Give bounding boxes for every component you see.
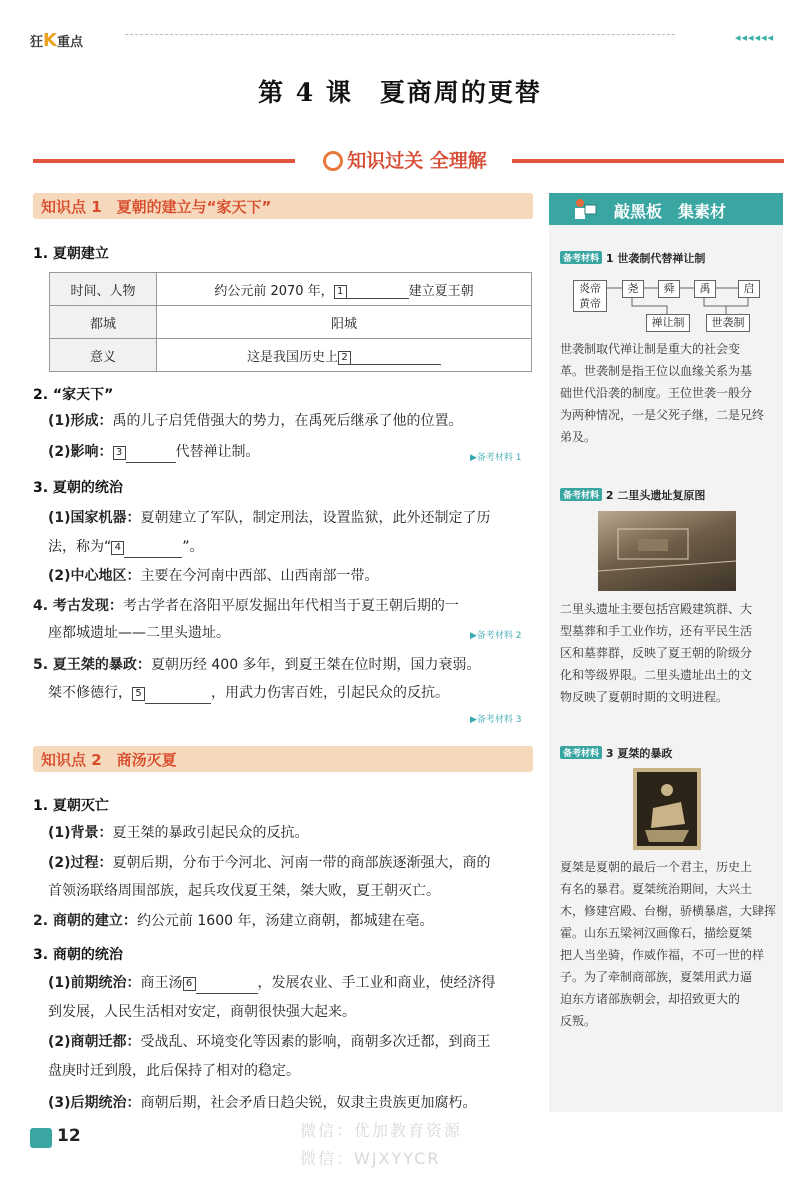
blank-number: 2 xyxy=(338,351,351,365)
knowledge-point-2-header: 知识点 2 商汤灭夏 xyxy=(33,746,533,772)
page-number: 12 xyxy=(57,1126,81,1146)
material-2-title: 备考材料 2 二里头遗址复原图 xyxy=(560,487,705,503)
book-icon xyxy=(30,1128,52,1148)
xia-founding-table xyxy=(49,272,532,372)
heading-xia-rule: 3. 夏朝的统治 xyxy=(33,480,123,496)
material-3-title: 备考材料 3 夏桀的暴政 xyxy=(560,745,672,761)
banner-rule-left xyxy=(33,159,295,163)
heading-jiatianxia: 2. “家天下” xyxy=(33,387,114,403)
table-row: 都城 阳城 xyxy=(50,306,532,339)
section-banner: 知识过关 全理解 xyxy=(300,146,510,173)
fill-blank[interactable] xyxy=(124,557,182,558)
erlitou-site-image xyxy=(598,511,736,591)
table-row: 意义 这是我国历史上 2 xyxy=(50,339,532,372)
header-arrows: ◂◂◂◂◂◂ xyxy=(735,31,775,44)
sidebar-header: 敲黑板 集素材 xyxy=(549,193,783,225)
table-row: 时间、人物 约公元前 2070 年， 1 建立夏王朝 xyxy=(50,273,532,306)
material-1-title: 备考材料 1 世袭制代替禅让制 xyxy=(560,250,705,266)
heading-xia-founding: 1. 夏朝建立 xyxy=(33,246,109,262)
teacher-icon xyxy=(571,197,597,221)
swirl-icon xyxy=(323,151,343,171)
fill-blank[interactable] xyxy=(196,993,258,994)
fill-blank[interactable] xyxy=(145,703,211,704)
fill-blank[interactable] xyxy=(351,364,441,365)
fill-blank[interactable] xyxy=(126,462,176,463)
blank-number: 1 xyxy=(334,285,347,299)
watermark-line-1: 微信：优加教育资源 xyxy=(300,1121,463,1140)
page-title: 第 4 课 夏商周的更替 xyxy=(258,78,542,107)
xia-jie-stone-relief-image xyxy=(633,768,701,850)
heading-xia-fall: 1. 夏朝灭亡 xyxy=(33,798,109,814)
watermark-line-2: 微信：WJXYYCR xyxy=(300,1149,441,1168)
material-ref[interactable]: ▶备考材料 2 xyxy=(470,631,522,641)
fill-blank[interactable] xyxy=(347,298,409,299)
succession-diagram: 炎帝 黄帝 尧 舜 禹 启 禅让制 世袭制 xyxy=(560,274,776,336)
banner-rule-right xyxy=(512,159,784,163)
brand-logo: 狂K重点 xyxy=(30,30,83,51)
material-ref[interactable]: ▶备考材料 3 xyxy=(470,715,522,725)
material-ref[interactable]: ▶备考材料 1 xyxy=(470,453,522,463)
diagram-connectors xyxy=(560,274,776,336)
heading-shang-rule: 3. 商朝的统治 xyxy=(33,947,123,963)
header-dotted-line xyxy=(125,34,675,35)
knowledge-point-1-header: 知识点 1 夏朝的建立与“家天下” xyxy=(33,193,533,219)
